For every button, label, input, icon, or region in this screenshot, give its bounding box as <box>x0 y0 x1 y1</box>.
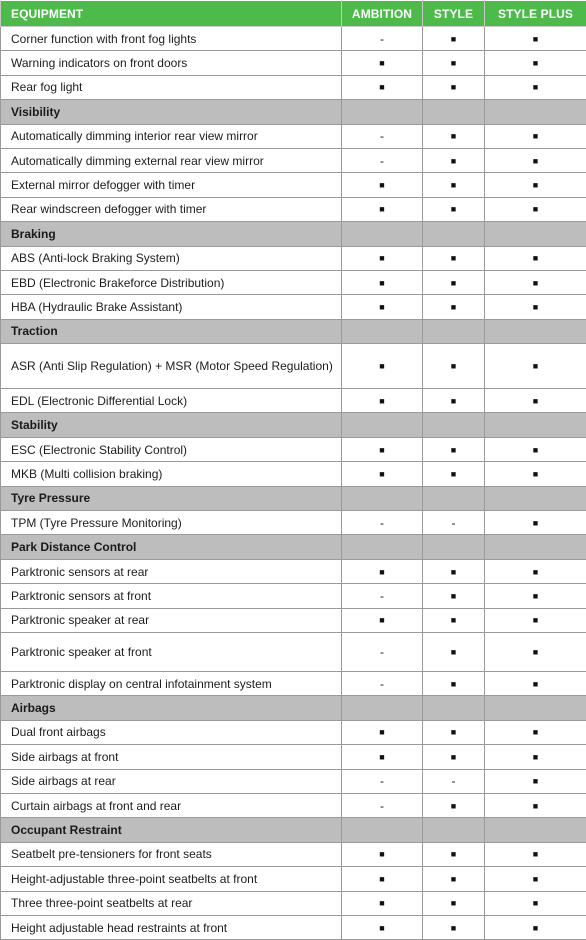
table-row <box>1 608 586 632</box>
section-filler <box>423 696 485 720</box>
feature-label: Rear fog light <box>1 75 342 99</box>
table-row <box>1 891 586 915</box>
style-cell: ■ <box>423 437 485 461</box>
section-filler <box>423 319 485 343</box>
table-row <box>1 842 586 866</box>
style-cell: ■ <box>423 295 485 319</box>
ambition-cell: ■ <box>342 344 423 389</box>
feature-label: Parktronic display on central infotainment system <box>1 671 342 695</box>
feature-label: External mirror defogger with timer <box>1 173 342 197</box>
feature-label: Rear windscreen defogger with timer <box>1 197 342 221</box>
style-cell: ■ <box>423 584 485 608</box>
feature-label: Parktronic speaker at rear <box>1 608 342 632</box>
ambition-cell: ■ <box>342 246 423 270</box>
section-row <box>1 319 586 343</box>
table-row <box>1 769 586 793</box>
style-plus-cell: ■ <box>485 27 586 51</box>
section-filler <box>485 413 586 437</box>
section-filler <box>485 222 586 246</box>
style-cell: ■ <box>423 915 485 939</box>
style-plus-cell: ■ <box>485 75 586 99</box>
ambition-cell: ■ <box>342 462 423 486</box>
style-cell: ■ <box>423 51 485 75</box>
style-plus-cell: ■ <box>485 197 586 221</box>
table-row <box>1 197 586 221</box>
ambition-cell: - <box>342 511 423 535</box>
feature-label: Corner function with front fog lights <box>1 27 342 51</box>
feature-label: Height-adjustable three-point seatbelts at front <box>1 867 342 891</box>
style-cell: ■ <box>423 793 485 817</box>
table-body <box>1 27 586 940</box>
feature-label: ESC (Electronic Stability Control) <box>1 437 342 461</box>
style-plus-cell: ■ <box>485 124 586 148</box>
ambition-cell: ■ <box>342 745 423 769</box>
style-cell: ■ <box>423 632 485 671</box>
style-cell: - <box>423 769 485 793</box>
table-row <box>1 745 586 769</box>
feature-label: ABS (Anti-lock Braking System) <box>1 246 342 270</box>
table-row <box>1 270 586 294</box>
section-filler <box>423 818 485 842</box>
style-cell: ■ <box>423 745 485 769</box>
style-cell: ■ <box>423 270 485 294</box>
ambition-cell: ■ <box>342 51 423 75</box>
table-row <box>1 148 586 172</box>
style-plus-cell: ■ <box>485 246 586 270</box>
style-cell: ■ <box>423 608 485 632</box>
table-row <box>1 462 586 486</box>
table-row <box>1 27 586 51</box>
style-plus-cell: ■ <box>485 389 586 413</box>
table-row <box>1 632 586 671</box>
style-plus-cell: ■ <box>485 608 586 632</box>
style-cell: ■ <box>423 867 485 891</box>
style-plus-cell: ■ <box>485 148 586 172</box>
ambition-cell: ■ <box>342 270 423 294</box>
header-ambition: AMBITION <box>342 1 423 27</box>
feature-label: Side airbags at rear <box>1 769 342 793</box>
ambition-cell: - <box>342 671 423 695</box>
style-plus-cell: ■ <box>485 632 586 671</box>
table-row <box>1 915 586 939</box>
section-filler <box>342 222 423 246</box>
style-plus-cell: ■ <box>485 462 586 486</box>
feature-label: Parktronic sensors at front <box>1 584 342 608</box>
style-plus-cell: ■ <box>485 793 586 817</box>
section-filler <box>485 100 586 124</box>
ambition-cell: ■ <box>342 173 423 197</box>
style-cell: ■ <box>423 389 485 413</box>
ambition-cell: - <box>342 584 423 608</box>
ambition-cell: ■ <box>342 720 423 744</box>
style-cell: ■ <box>423 197 485 221</box>
style-plus-cell: ■ <box>485 511 586 535</box>
section-title: Tyre Pressure <box>1 486 342 510</box>
style-cell: ■ <box>423 246 485 270</box>
table-row <box>1 173 586 197</box>
section-filler <box>423 222 485 246</box>
table-row <box>1 75 586 99</box>
feature-label: HBA (Hydraulic Brake Assistant) <box>1 295 342 319</box>
header-row <box>1 1 586 27</box>
section-filler <box>342 696 423 720</box>
section-title: Airbags <box>1 696 342 720</box>
section-filler <box>342 535 423 559</box>
section-row <box>1 413 586 437</box>
feature-label: ASR (Anti Slip Regulation) + MSR (Motor Speed Regulation) <box>1 344 342 389</box>
table-row <box>1 51 586 75</box>
feature-label: EDL (Electronic Differential Lock) <box>1 389 342 413</box>
ambition-cell: ■ <box>342 608 423 632</box>
section-filler <box>423 413 485 437</box>
style-plus-cell: ■ <box>485 769 586 793</box>
section-row <box>1 696 586 720</box>
style-plus-cell: ■ <box>485 559 586 583</box>
section-row <box>1 535 586 559</box>
section-title: Park Distance Control <box>1 535 342 559</box>
section-filler <box>423 486 485 510</box>
table-row <box>1 867 586 891</box>
table-row <box>1 559 586 583</box>
table-row <box>1 437 586 461</box>
section-title: Occupant Restraint <box>1 818 342 842</box>
header-equipment: EQUIPMENT <box>1 1 342 27</box>
header-style: STYLE <box>423 1 485 27</box>
section-title: Visibility <box>1 100 342 124</box>
style-cell: ■ <box>423 75 485 99</box>
table-row <box>1 246 586 270</box>
style-cell: - <box>423 511 485 535</box>
feature-label: Side airbags at front <box>1 745 342 769</box>
feature-label: Dual front airbags <box>1 720 342 744</box>
table-row <box>1 511 586 535</box>
style-cell: ■ <box>423 124 485 148</box>
style-plus-cell: ■ <box>485 842 586 866</box>
section-filler <box>342 413 423 437</box>
feature-label: Curtain airbags at front and rear <box>1 793 342 817</box>
section-row <box>1 486 586 510</box>
ambition-cell: - <box>342 27 423 51</box>
section-filler <box>423 535 485 559</box>
feature-label: Automatically dimming external rear view mirror <box>1 148 342 172</box>
style-cell: ■ <box>423 842 485 866</box>
section-row <box>1 100 586 124</box>
style-cell: ■ <box>423 891 485 915</box>
style-cell: ■ <box>423 173 485 197</box>
style-cell: ■ <box>423 27 485 51</box>
ambition-cell: ■ <box>342 842 423 866</box>
style-plus-cell: ■ <box>485 584 586 608</box>
section-filler <box>423 100 485 124</box>
style-cell: ■ <box>423 559 485 583</box>
section-filler <box>485 818 586 842</box>
feature-label: Automatically dimming interior rear view mirror <box>1 124 342 148</box>
section-title: Braking <box>1 222 342 246</box>
ambition-cell: ■ <box>342 891 423 915</box>
ambition-cell: - <box>342 793 423 817</box>
ambition-cell: ■ <box>342 197 423 221</box>
style-cell: ■ <box>423 720 485 744</box>
section-row <box>1 222 586 246</box>
section-filler <box>485 319 586 343</box>
style-plus-cell: ■ <box>485 891 586 915</box>
table-row <box>1 671 586 695</box>
table-row <box>1 584 586 608</box>
section-filler <box>342 319 423 343</box>
ambition-cell: - <box>342 124 423 148</box>
section-title: Stability <box>1 413 342 437</box>
section-row <box>1 818 586 842</box>
feature-label: Warning indicators on front doors <box>1 51 342 75</box>
style-cell: ■ <box>423 462 485 486</box>
section-title: Traction <box>1 319 342 343</box>
ambition-cell: ■ <box>342 389 423 413</box>
feature-label: Three three-point seatbelts at rear <box>1 891 342 915</box>
ambition-cell: - <box>342 148 423 172</box>
style-plus-cell: ■ <box>485 270 586 294</box>
style-plus-cell: ■ <box>485 295 586 319</box>
table-row <box>1 124 586 148</box>
feature-label: Parktronic sensors at rear <box>1 559 342 583</box>
section-filler <box>485 696 586 720</box>
style-cell: ■ <box>423 671 485 695</box>
feature-label: Parktronic speaker at front <box>1 632 342 671</box>
header-style-plus: STYLE PLUS <box>485 1 586 27</box>
feature-label: EBD (Electronic Brakeforce Distribution) <box>1 270 342 294</box>
feature-label: MKB (Multi collision braking) <box>1 462 342 486</box>
section-filler <box>485 535 586 559</box>
feature-label: Height adjustable head restraints at front <box>1 915 342 939</box>
style-cell: ■ <box>423 344 485 389</box>
ambition-cell: ■ <box>342 75 423 99</box>
style-plus-cell: ■ <box>485 720 586 744</box>
section-filler <box>485 486 586 510</box>
ambition-cell: ■ <box>342 295 423 319</box>
ambition-cell: - <box>342 632 423 671</box>
ambition-cell: ■ <box>342 867 423 891</box>
ambition-cell: ■ <box>342 437 423 461</box>
style-plus-cell: ■ <box>485 671 586 695</box>
table-row <box>1 295 586 319</box>
ambition-cell: ■ <box>342 915 423 939</box>
style-plus-cell: ■ <box>485 867 586 891</box>
section-filler <box>342 100 423 124</box>
style-plus-cell: ■ <box>485 915 586 939</box>
style-plus-cell: ■ <box>485 173 586 197</box>
style-cell: ■ <box>423 148 485 172</box>
section-filler <box>342 486 423 510</box>
table-row <box>1 389 586 413</box>
section-filler <box>342 818 423 842</box>
feature-label: Seatbelt pre-tensioners for front seats <box>1 842 342 866</box>
table-row <box>1 344 586 389</box>
ambition-cell: - <box>342 769 423 793</box>
style-plus-cell: ■ <box>485 51 586 75</box>
table-row <box>1 720 586 744</box>
ambition-cell: ■ <box>342 559 423 583</box>
style-plus-cell: ■ <box>485 344 586 389</box>
table-row <box>1 793 586 817</box>
style-plus-cell: ■ <box>485 745 586 769</box>
style-plus-cell: ■ <box>485 437 586 461</box>
feature-label: TPM (Tyre Pressure Monitoring) <box>1 511 342 535</box>
